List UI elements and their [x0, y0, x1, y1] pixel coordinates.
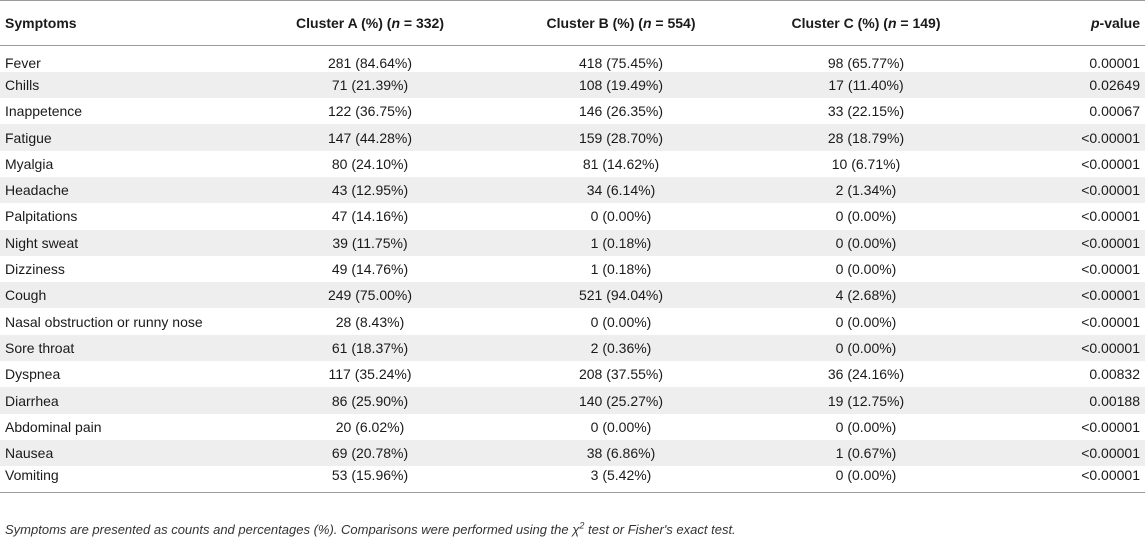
cluster-a-value: 281 (84.64%): [327, 54, 413, 71]
symptom-name: Dyspnea: [5, 366, 61, 383]
table-body: [0, 46, 1145, 493]
cluster-b-value: 208 (37.55%): [578, 366, 664, 383]
cluster-b-value: 1 (0.18%): [590, 261, 652, 278]
table-row: [0, 308, 1145, 334]
cluster-c-value: 98 (65.77%): [827, 54, 905, 71]
symptom-name: Fever: [5, 54, 41, 71]
cluster-c-value: 4 (2.68%): [747, 282, 985, 308]
cluster-c-value: 17 (11.40%): [747, 72, 985, 98]
symptom-name: Nasal obstruction or runny nose: [5, 313, 203, 330]
cluster-a-value: 249 (75.00%): [245, 282, 495, 308]
cluster-b-value: 418 (75.45%): [578, 54, 664, 71]
symptom-name: Abdominal pain: [5, 418, 102, 435]
p-value: <0.00001: [985, 124, 1145, 150]
cluster-b-value: 140 (25.27%): [495, 387, 747, 413]
header-symptoms: Symptoms: [0, 1, 245, 46]
cluster-c-value: 0 (0.00%): [835, 208, 897, 225]
cluster-a-value: 117 (35.24%): [328, 366, 412, 383]
symptom-name: Chills: [0, 72, 245, 98]
table-row: [0, 361, 1145, 387]
p-value: <0.00001: [985, 282, 1145, 308]
table-row: [0, 72, 1145, 98]
cluster-c-value: 1 (0.67%): [747, 440, 985, 466]
cluster-b-value: 3 (5.42%): [495, 466, 747, 492]
p-value: <0.00001: [1081, 155, 1140, 172]
cluster-c-value: 0 (0.00%): [747, 230, 985, 256]
header-cluster-a: Cluster A (%) (n = 332): [245, 1, 495, 46]
cluster-c-value: 0 (0.00%): [747, 466, 985, 492]
symptom-name: Inappetence: [5, 103, 83, 120]
cluster-c-value: 0 (0.00%): [747, 335, 985, 361]
cluster-a-value: 61 (18.37%): [245, 335, 495, 361]
cluster-a-value: 122 (36.75%): [327, 103, 413, 120]
table-row: [0, 335, 1145, 361]
cluster-c-value: 2 (1.34%): [747, 177, 985, 203]
table-row: [0, 440, 1145, 466]
cluster-c-value: 33 (22.15%): [827, 103, 905, 120]
header-cluster-c: Cluster C (%) (n = 149): [747, 1, 985, 46]
symptom-name: Diarrhea: [0, 387, 245, 413]
symptom-name: Myalgia: [5, 155, 54, 172]
p-value: <0.00001: [1081, 313, 1140, 330]
symptom-name: Cough: [0, 282, 245, 308]
cluster-a-value: 47 (14.16%): [331, 208, 409, 225]
table-row: [0, 177, 1145, 203]
cluster-c-value: 0 (0.00%): [835, 261, 897, 278]
header-cluster-b: Cluster B (%) (n = 554): [495, 1, 747, 46]
symptom-name: Night sweat: [0, 230, 245, 256]
p-value: <0.00001: [985, 466, 1145, 492]
symptom-name: Vomiting: [0, 466, 245, 492]
cluster-a-value: 39 (11.75%): [245, 230, 495, 256]
cluster-b-value: 0 (0.00%): [590, 418, 652, 435]
table-row: [0, 124, 1145, 150]
p-value: <0.00001: [985, 440, 1145, 466]
p-value: <0.00001: [1081, 418, 1140, 435]
cluster-b-value: 1 (0.18%): [495, 230, 747, 256]
cluster-a-value: 147 (44.28%): [245, 124, 495, 150]
p-value: <0.00001: [985, 335, 1145, 361]
symptom-name: Palpitations: [5, 208, 78, 225]
cluster-b-value: 146 (26.35%): [578, 103, 664, 120]
cluster-a-value: 43 (12.95%): [245, 177, 495, 203]
cluster-a-value: 49 (14.76%): [331, 261, 409, 278]
symptom-name: Sore throat: [0, 335, 245, 361]
table-header-row: [0, 1, 1145, 46]
p-value: <0.00001: [985, 230, 1145, 256]
table-row: [0, 387, 1145, 413]
cluster-a-value: 53 (15.96%): [245, 466, 495, 492]
symptom-name: Dizziness: [5, 261, 65, 278]
p-value: <0.00001: [1081, 208, 1140, 225]
cluster-b-value: 34 (6.14%): [495, 177, 747, 203]
cluster-c-value: 28 (18.79%): [747, 124, 985, 150]
table-row: [0, 46, 1145, 72]
table-row: [0, 151, 1145, 177]
symptom-name: Headache: [0, 177, 245, 203]
cluster-a-value: 86 (25.90%): [245, 387, 495, 413]
cluster-a-value: 20 (6.02%): [335, 418, 405, 435]
p-value: <0.00001: [985, 177, 1145, 203]
p-value: 0.00067: [1089, 103, 1140, 120]
cluster-c-value: 10 (6.71%): [831, 155, 901, 172]
p-value: <0.00001: [1081, 261, 1140, 278]
table-row: [0, 414, 1145, 440]
cluster-b-value: 0 (0.00%): [590, 313, 652, 330]
p-value: 0.00832: [1089, 366, 1140, 383]
table-row: [0, 230, 1145, 256]
cluster-b-value: 81 (14.62%): [582, 155, 660, 172]
table-row: [0, 466, 1145, 492]
cluster-c-value: 19 (12.75%): [747, 387, 985, 413]
cluster-c-value: 36 (24.16%): [827, 366, 905, 383]
symptom-name: Nausea: [0, 440, 245, 466]
p-value: 0.02649: [985, 72, 1145, 98]
symptom-name: Fatigue: [0, 124, 245, 150]
table-footnote: Symptoms are presented as counts and percentages (%). Comparisons were performed using the $\chi^2$ test or Fisher's exact test.: [5, 520, 736, 537]
cluster-b-value: 38 (6.86%): [495, 440, 747, 466]
cluster-b-value: 2 (0.36%): [495, 335, 747, 361]
cluster-b-value: 159 (28.70%): [495, 124, 747, 150]
table-row: [0, 282, 1145, 308]
cluster-c-value: 0 (0.00%): [835, 418, 897, 435]
cluster-a-value: 80 (24.10%): [331, 155, 409, 172]
cluster-a-value: 69 (20.78%): [245, 440, 495, 466]
table-row: [0, 256, 1145, 282]
table-row: [0, 203, 1145, 229]
p-value: 0.00001: [1089, 54, 1140, 71]
cluster-b-value: 0 (0.00%): [590, 208, 652, 225]
table-row: [0, 98, 1145, 124]
cluster-b-value: 108 (19.49%): [495, 72, 747, 98]
cluster-c-value: 0 (0.00%): [835, 313, 897, 330]
cluster-a-value: 71 (21.39%): [245, 72, 495, 98]
cluster-a-value: 28 (8.43%): [335, 313, 405, 330]
header-p-value: p-value: [985, 1, 1145, 46]
p-value: 0.00188: [985, 387, 1145, 413]
cluster-b-value: 521 (94.04%): [495, 282, 747, 308]
